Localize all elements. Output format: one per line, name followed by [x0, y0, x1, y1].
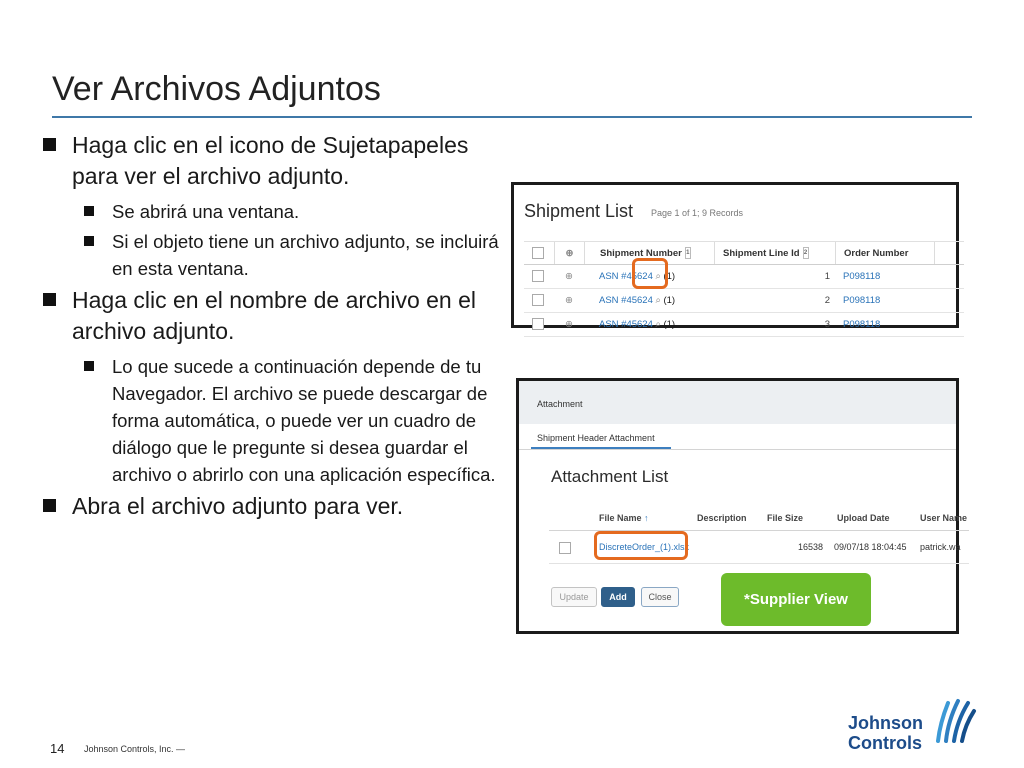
- table-row[interactable]: [524, 313, 964, 337]
- shipment-grid-header: [524, 241, 964, 265]
- col-file-name[interactable]: File Name ↑: [599, 513, 649, 523]
- shipment-number-cell[interactable]: ASN #45624 ⌕ (1): [599, 271, 676, 282]
- johnson-controls-logo: [848, 697, 978, 755]
- add-button[interactable]: Add: [601, 587, 635, 607]
- slide-title: Ver Archivos Adjuntos: [52, 70, 381, 108]
- line-id-cell: 1: [824, 271, 830, 282]
- expand-row-icon[interactable]: ⊕: [565, 319, 573, 330]
- update-button[interactable]: Update: [551, 587, 597, 607]
- table-row[interactable]: [524, 265, 964, 289]
- sort-up-arrow-icon[interactable]: ↑: [644, 513, 649, 523]
- close-button[interactable]: Close: [641, 587, 679, 607]
- col-shipment-number[interactable]: Shipment Number 1: [584, 242, 714, 264]
- order-number-cell[interactable]: P098118: [843, 319, 881, 330]
- logo-line2: Controls: [848, 733, 922, 753]
- bullet-level2: Lo que sucede a continuación depende de tu Navegador. El archivo se puede descargar de forma automática, o puede ver un cuadro de diálogo que le pregunte si desea guardar el archivo o abrirlo con una aplicación específica.: [40, 353, 505, 488]
- attachment-file-link[interactable]: DiscreteOrder_(1).xlsx: [599, 542, 690, 552]
- upload-date-cell: 09/07/18 18:04:45: [834, 542, 907, 552]
- col-shipment-line-id[interactable]: Shipment Line Id 2: [714, 242, 834, 264]
- tab-divider: [519, 449, 956, 450]
- bullet-level2: Si el objeto tiene un archivo adjunto, se incluirá en esta ventana.: [40, 228, 505, 282]
- col-order-number[interactable]: Order Number: [835, 242, 935, 264]
- user-name-cell: patrick.wa: [920, 542, 961, 552]
- bullet-level2: Se abrirá una ventana.: [40, 198, 505, 225]
- logo-line1: Johnson: [848, 713, 923, 733]
- bullet-level1: Haga clic en el icono de Sujetapapeles para ver el archivo adjunto.: [40, 130, 505, 192]
- col-upload-date[interactable]: Upload Date: [837, 513, 890, 523]
- paperclip-highlight: [632, 258, 668, 289]
- row-checkbox[interactable]: [532, 265, 544, 288]
- col-file-size[interactable]: File Size: [767, 513, 804, 523]
- row-checkbox[interactable]: [532, 313, 544, 336]
- sort-badge: 2: [803, 247, 809, 259]
- attachment-list-title: Attachment List: [551, 467, 669, 486]
- col-user-name[interactable]: User Name: [920, 513, 968, 523]
- paperclip-icon[interactable]: ⌕: [655, 319, 661, 330]
- paperclip-icon[interactable]: ⌕: [655, 271, 661, 282]
- logo-mark-icon: [932, 697, 978, 747]
- attachment-table-header: [549, 505, 969, 531]
- attachment-panel-label: Attachment: [537, 399, 583, 409]
- file-size-cell: 16538: [797, 542, 823, 552]
- title-divider: [52, 116, 972, 118]
- row-checkbox[interactable]: [532, 289, 544, 312]
- shipment-list-title: Shipment List: [524, 201, 634, 221]
- sort-badge: 1: [685, 247, 691, 259]
- bullet-level1: Haga clic en el nombre de archivo en el archivo adjunto.: [40, 285, 505, 347]
- bullet-level1: Abra el archivo adjunto para ver.: [40, 491, 505, 522]
- footer-company: Johnson Controls, Inc. —: [84, 744, 186, 754]
- order-number-cell[interactable]: P098118: [843, 295, 881, 306]
- select-all-checkbox[interactable]: [532, 242, 544, 264]
- shipment-list-screenshot: [511, 182, 959, 328]
- shipment-number-cell[interactable]: ASN #45624 ⌕ (1): [599, 295, 676, 306]
- tab-shipment-header-attachment[interactable]: Shipment Header Attachment: [537, 433, 655, 443]
- bullet-list: [40, 130, 505, 528]
- shipment-grid: [524, 241, 964, 337]
- shipment-number-cell[interactable]: ASN #45624 ⌕ (1): [599, 319, 676, 330]
- expand-row-icon[interactable]: ⊕: [565, 271, 573, 282]
- supplier-view-badge: *Supplier View: [721, 573, 871, 626]
- row-checkbox[interactable]: [559, 531, 571, 563]
- file-link-highlight: [594, 531, 688, 560]
- order-number-cell[interactable]: P098118: [843, 271, 881, 282]
- line-id-cell: 3: [824, 319, 830, 330]
- paperclip-icon[interactable]: ⌕: [655, 295, 661, 306]
- col-more: [934, 242, 964, 264]
- expand-all-icon[interactable]: ⊕: [554, 242, 584, 264]
- table-row[interactable]: [524, 289, 964, 313]
- attachment-header-bar: [519, 381, 956, 424]
- shipment-list-record-count: Page 1 of 1; 9 Records: [651, 208, 744, 218]
- expand-row-icon[interactable]: ⊕: [565, 295, 573, 306]
- line-id-cell: 2: [824, 295, 830, 306]
- page-number: 14: [50, 741, 65, 756]
- col-description[interactable]: Description: [697, 513, 747, 523]
